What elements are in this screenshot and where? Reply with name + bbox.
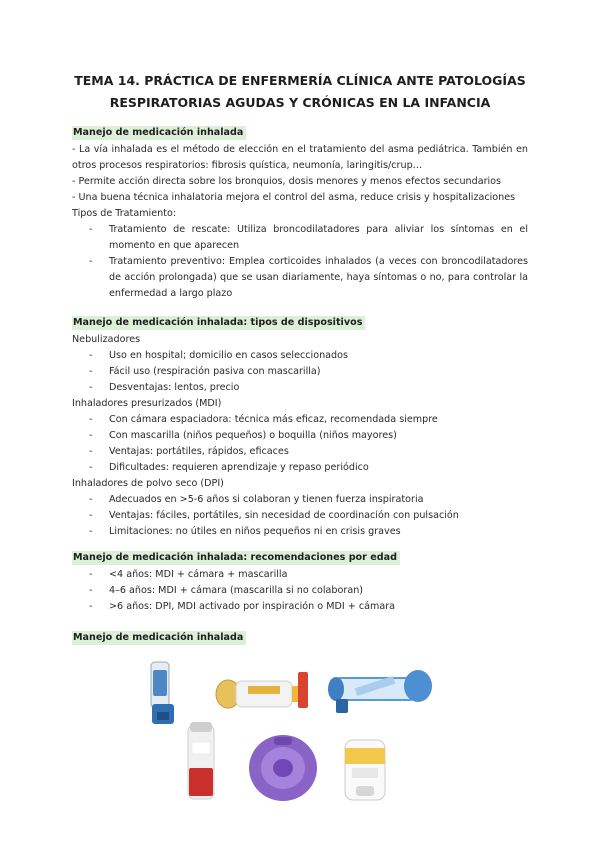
section-heading: Manejo de medicación inhalada: tipos de dispositivos	[72, 316, 365, 330]
treatment-types-label: Tipos de Tratamiento:	[72, 208, 177, 219]
list-item: - Con mascarilla (niños pequeños) o boquilla (niños mayores)	[72, 428, 528, 444]
age-list	[72, 567, 528, 615]
section-inhaled-images	[72, 630, 528, 647]
treatment-list	[72, 222, 528, 302]
section-heading: Manejo de medicación inhalada: recomendaciones por edad	[72, 551, 400, 565]
paragraph: - Una buena técnica inhalatoria mejora el control del asma, reduce crisis y hospitalizaciones	[72, 192, 516, 203]
group-label: Inhaladores presurizados (MDI)	[72, 398, 222, 409]
list-item: - Desventajas: lentos, precio	[72, 380, 528, 396]
list-item: - Tratamiento de rescate: Utiliza broncodilatadores para aliviar los síntomas en el momento en que aparecen	[72, 222, 528, 254]
section-inhaled-medication	[72, 125, 528, 302]
page-title	[60, 70, 540, 114]
list-item: - Fácil uso (respiración pasiva con mascarilla)	[72, 364, 528, 380]
list-item: - Tratamiento preventivo: Emplea corticoides inhalados (a veces con broncodilatadores de acción prolongada) que se usan diariamente, haya síntomas o no, para controlar la enfermedad a largo plazo	[72, 254, 528, 302]
nebulizer-list	[72, 348, 528, 396]
section-heading: Manejo de medicación inhalada	[72, 631, 246, 645]
list-item: - Limitaciones: no útiles en niños pequeños ni en crisis graves	[72, 524, 528, 540]
paragraph: - Permite acción directa sobre los bronquios, dosis menores y menos efectos secundarios	[72, 176, 502, 187]
group-label: Inhaladores de polvo seco (DPI)	[72, 478, 224, 489]
section-device-types	[72, 315, 528, 540]
section-age-recommendations	[72, 550, 528, 615]
dpi-list	[72, 492, 528, 540]
title-line-1: TEMA 14. PRÁCTICA DE ENFERMERÍA CLÍNICA ANTE PATOLOGÍAS	[74, 73, 526, 88]
spacer-mask-image	[216, 672, 308, 708]
list-item: - Ventajas: portátiles, rápidos, eficaces	[72, 444, 528, 460]
mdi-inhaler-image	[151, 662, 174, 724]
disk-inhaler-image	[249, 735, 317, 801]
list-item: - Dificultades: requieren aprendizaje y repaso periódico	[72, 460, 528, 476]
list-item: - Ventajas: fáciles, portátiles, sin necesidad de coordinación con pulsación	[72, 508, 528, 524]
group-label: Nebulizadores	[72, 334, 141, 345]
dpi-box-image	[345, 740, 385, 800]
list-item: - Adecuados en >5-6 años si colaboran y tienen fuerza inspiratoria	[72, 492, 528, 508]
title-line-2: RESPIRATORIAS AGUDAS Y CRÓNICAS EN LA INFANCIA	[109, 95, 491, 110]
mdi-list	[72, 412, 528, 476]
list-item: - >6 años: DPI, MDI activado por inspiración o MDI + cámara	[72, 599, 528, 615]
list-item: - <4 años: MDI + cámara + mascarilla	[72, 567, 528, 583]
paragraph: - La vía inhalada es el método de elección en el tratamiento del asma pediátrica. También en otros procesos respiratorios: fibrosis quística, neumonía, laringitis/crup…	[72, 144, 528, 171]
canister-image	[188, 722, 214, 799]
list-item: - 4–6 años: MDI + cámara (mascarilla si no colaboran)	[72, 583, 528, 599]
spacer-chamber-image	[328, 670, 432, 713]
list-item: - Uso en hospital; domicilio en casos seleccionados	[72, 348, 528, 364]
list-item: - Con cámara espaciadora: técnica más eficaz, recomendada siempre	[72, 412, 528, 428]
section-heading: Manejo de medicación inhalada	[72, 126, 246, 140]
